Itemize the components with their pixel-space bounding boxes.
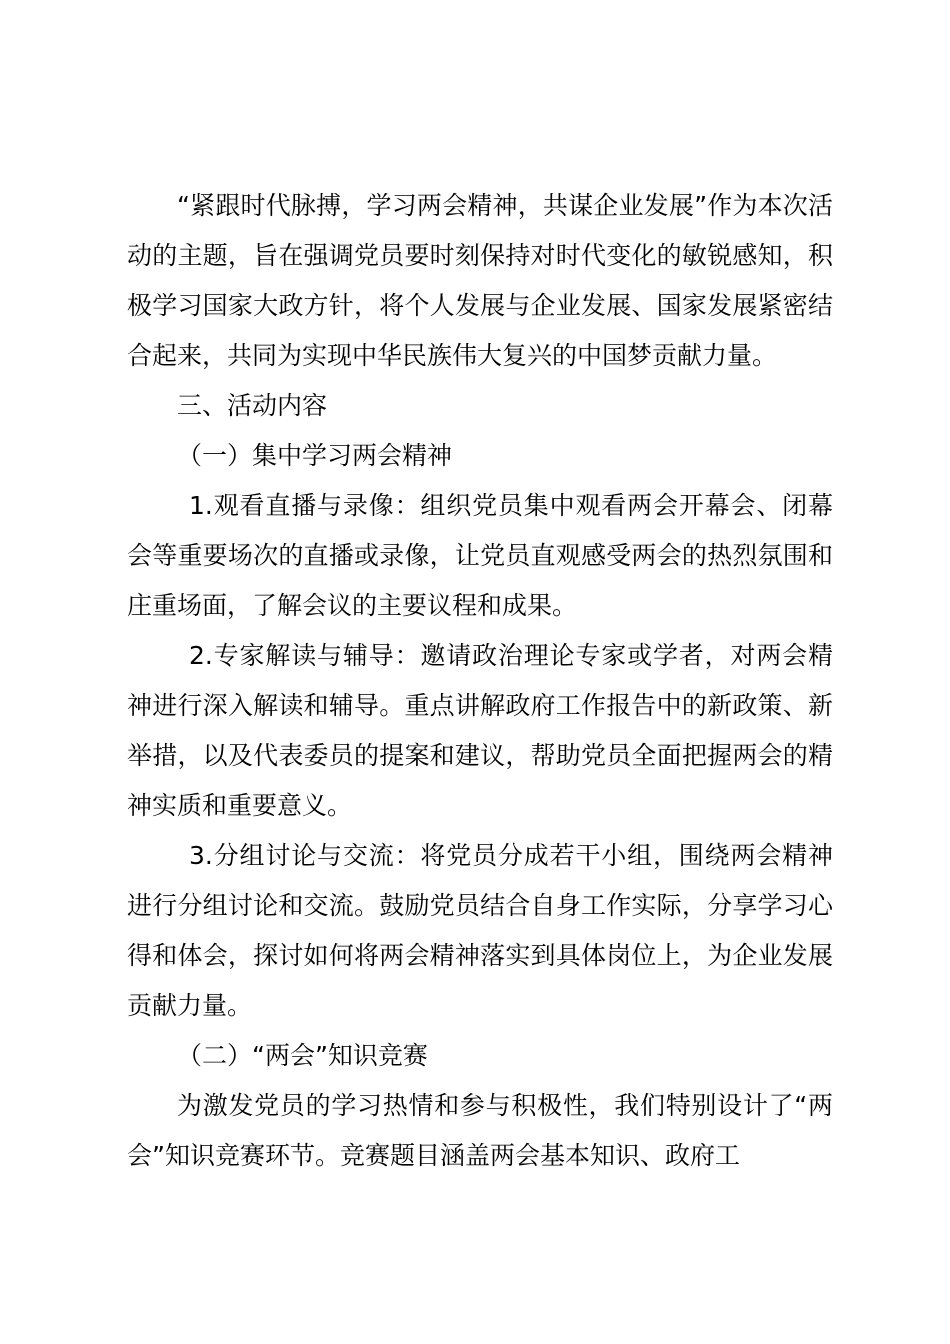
item-watch-broadcast: 1.观看直播与录像：组织党员集中观看两会开幕会、闭幕会等重要场次的直播或录像，让党员直观感受两会的热烈氛围和庄重场面，了解会议的主要议程和成果。 — [127, 491, 833, 620]
document-body — [127, 181, 833, 1181]
item-expert-interpretation: 2.专家解读与辅导：邀请政治理论专家或学者，对两会精神进行深入解读和辅导。重点讲解政府工作报告中的新政策、新举措，以及代表委员的提案和建议，帮助党员全面把握两会的精神实质和重要意义。 — [127, 641, 833, 820]
section-heading-activity-content: 三、活动内容 — [177, 391, 328, 420]
subsection-heading-study: （一）集中学习两会精神 — [177, 441, 453, 470]
theme-paragraph: “紧跟时代脉搏，学习两会精神，共谋企业发展”作为本次活动的主题，旨在强调党员要时刻保持对时代变化的敏锐感知，积极学习国家大政方针，将个人发展与企业发展、国家发展紧密结合起来，共同为实现中华民族伟大复兴的中国梦贡献力量。 — [127, 191, 833, 370]
quiz-paragraph: 为激发党员的学习热情和参与积极性，我们特别设计了“两会”知识竞赛环节。竞赛题目涵盖两会基本知识、政府工 — [127, 1091, 833, 1170]
subsection-heading-quiz: （二）“两会”知识竞赛 — [177, 1041, 428, 1070]
item-group-discussion: 3.分组讨论与交流：将党员分成若干小组，围绕两会精神进行分组讨论和交流。鼓励党员结合自身工作实际，分享学习心得和体会，探讨如何将两会精神落实到具体岗位上，为企业发展贡献力量。 — [127, 841, 833, 1020]
